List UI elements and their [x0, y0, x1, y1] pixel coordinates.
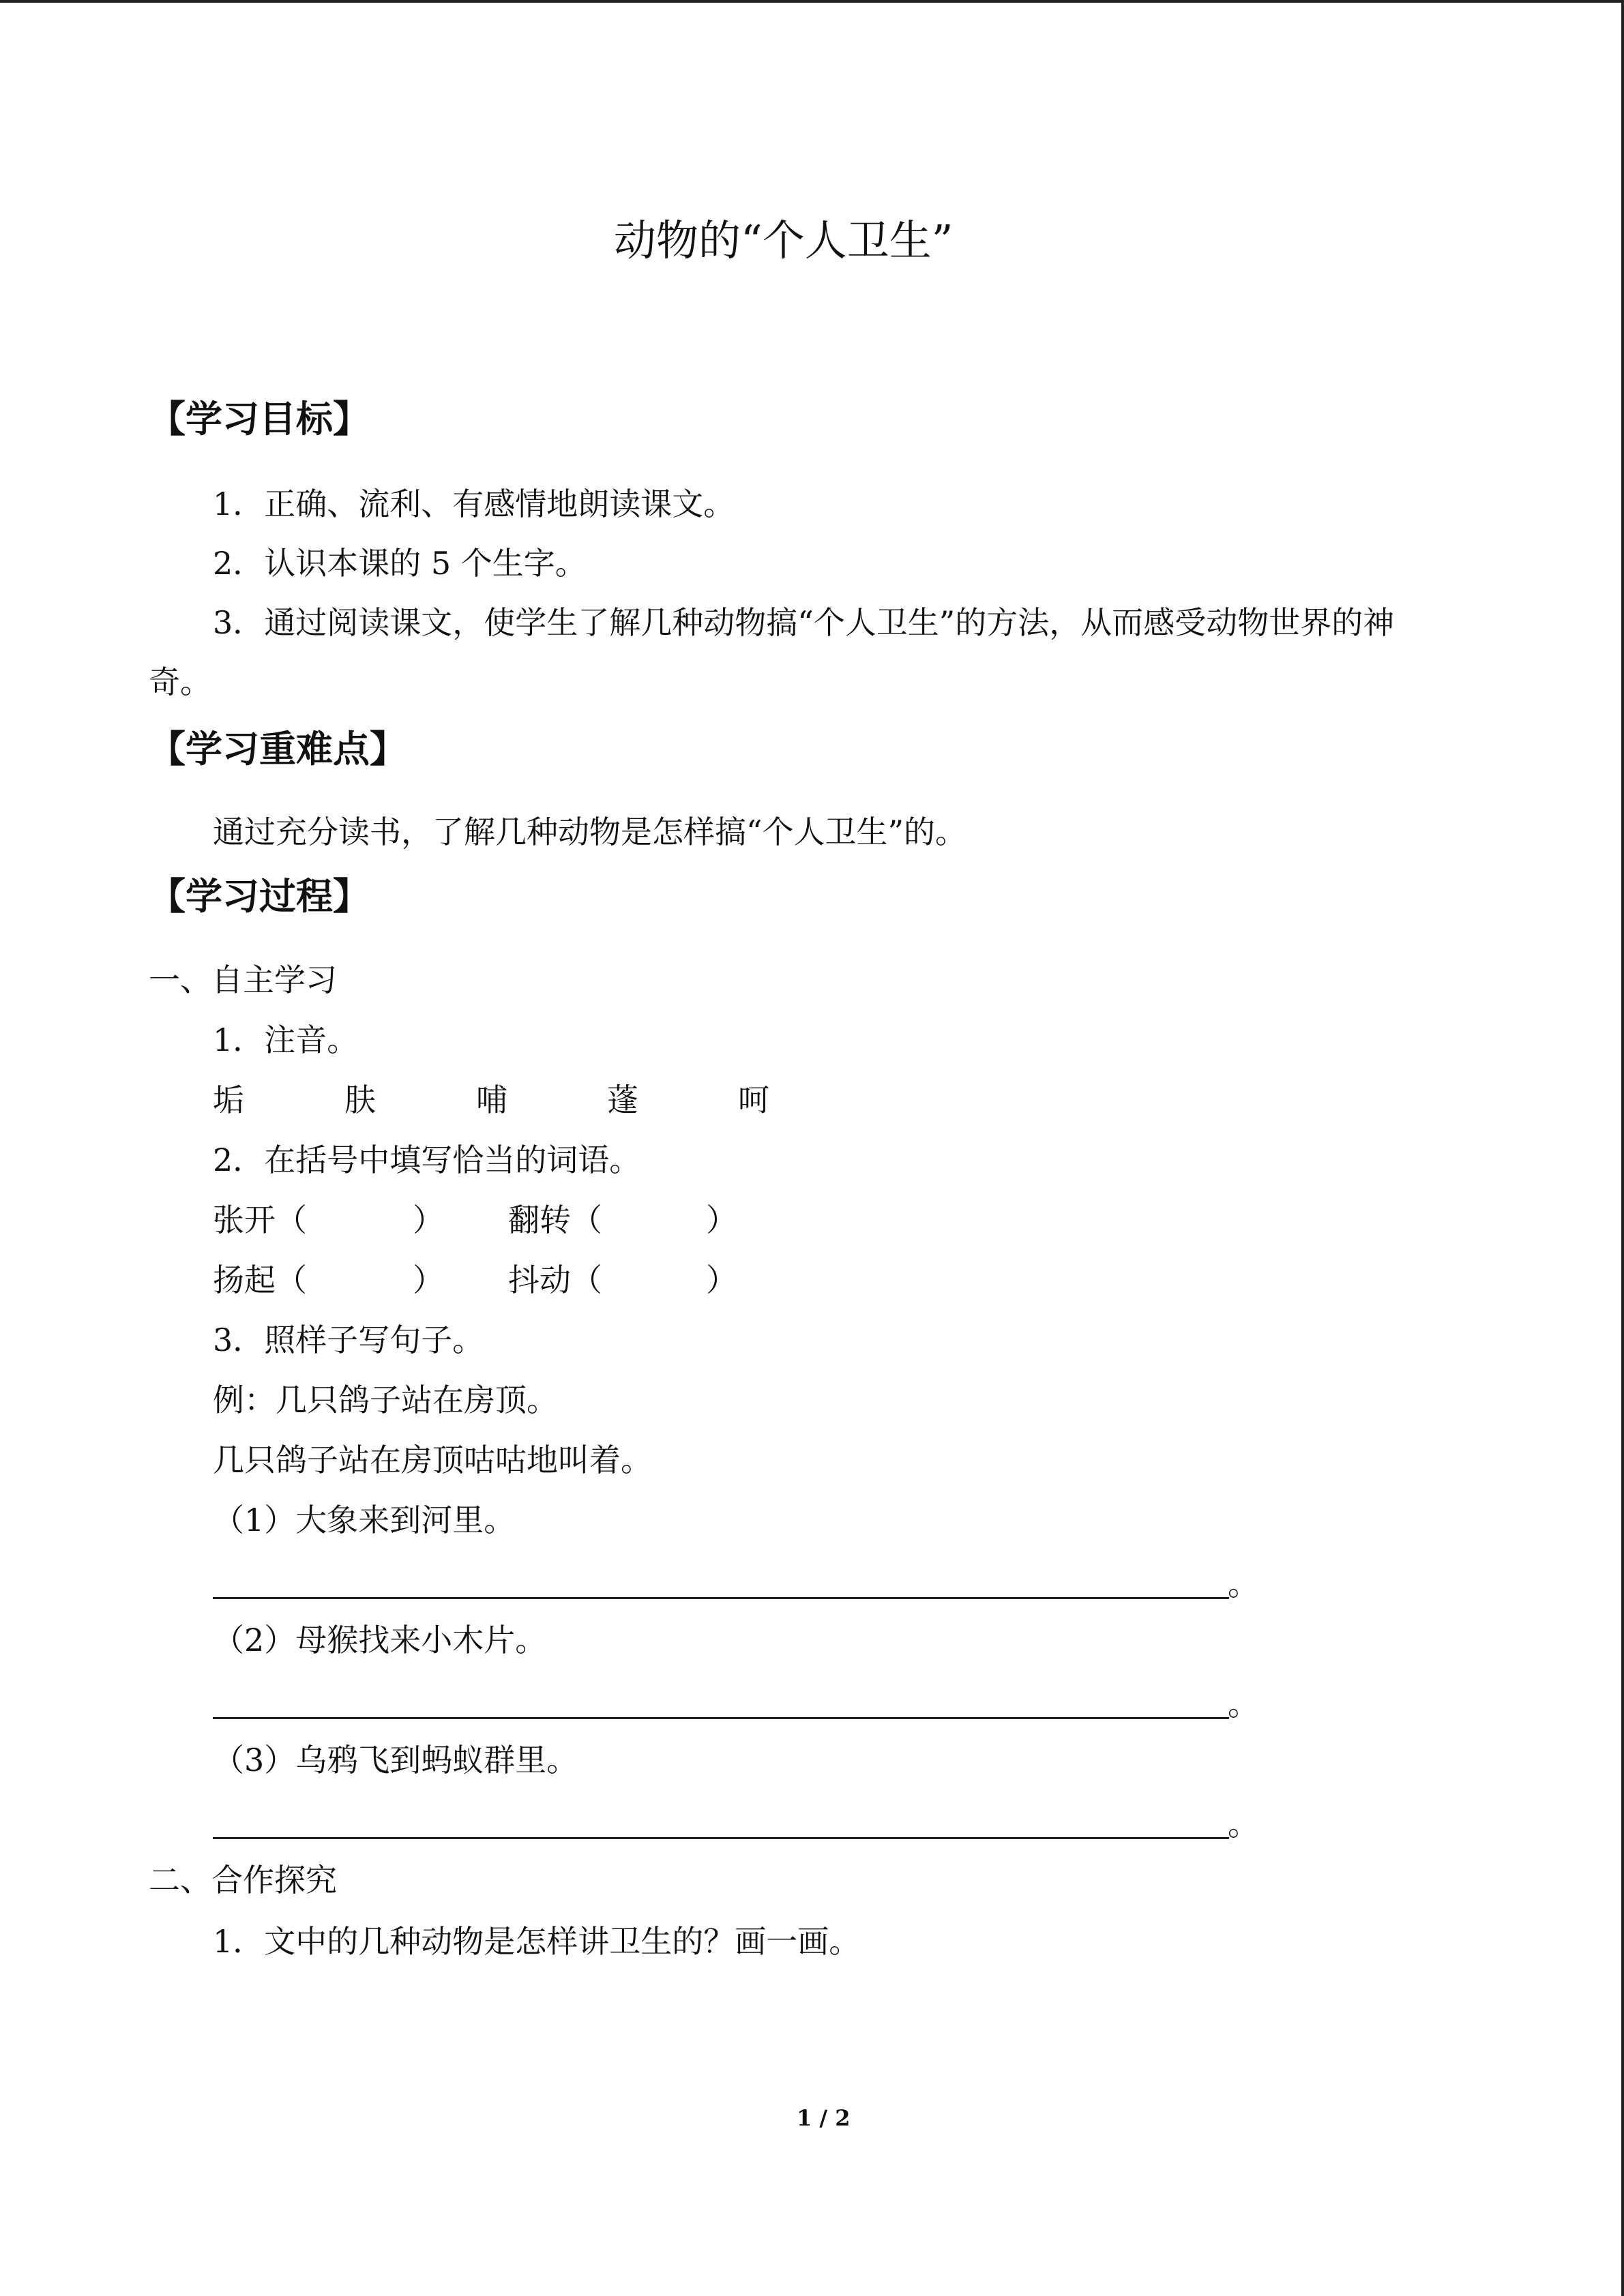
answer-line-2 — [213, 1717, 1229, 1719]
fill-1-open: 张开（ — [213, 1202, 307, 1238]
answer-period-2: 。 — [1228, 1686, 1259, 1723]
page-number: 1 / 2 — [797, 2105, 851, 2131]
process-heading: 【学习过程】 — [149, 875, 370, 918]
fill-4-open: 抖动（ — [508, 1262, 602, 1298]
sentence-3: （3）乌鸦飞到蚂蚁群里。 — [213, 1742, 578, 1778]
part1-q2: 2．在括号中填写恰当的词语。 — [213, 1142, 641, 1178]
goal-item-2: 2．认识本课的 5 个生字。 — [213, 545, 587, 582]
key-points-heading: 【学习重难点】 — [149, 728, 407, 771]
pinyin-char-3: 哺 — [476, 1082, 507, 1118]
part2-title: 二、合作探究 — [149, 1862, 337, 1898]
goals-heading: 【学习目标】 — [149, 398, 370, 441]
example-line-1: 例：几只鸽子站在房顶。 — [213, 1382, 558, 1418]
part1-q3: 3．照样子写句子。 — [213, 1322, 484, 1358]
sentence-1: （1）大象来到河里。 — [213, 1502, 516, 1538]
pinyin-char-5: 呵 — [738, 1082, 769, 1118]
goal-item-3-line1: 3．通过阅读课文，使学生了解几种动物搞“个人卫生”的方法，从而感受动物世界的神 — [213, 604, 1395, 641]
answer-period-1: 。 — [1228, 1566, 1259, 1602]
answer-period-3: 。 — [1228, 1806, 1259, 1843]
key-points-text: 通过充分读书，了解几种动物是怎样搞“个人卫生”的。 — [213, 814, 967, 850]
page-border-top — [0, 0, 1624, 3]
answer-line-3 — [213, 1837, 1229, 1839]
answer-line-1 — [213, 1597, 1229, 1599]
page-border-right — [1621, 0, 1624, 2296]
pinyin-char-2: 肤 — [344, 1082, 376, 1118]
fill-2-close: ） — [706, 1202, 737, 1238]
fill-4-close: ） — [706, 1262, 737, 1298]
part1-title: 一、自主学习 — [149, 961, 337, 998]
part2-q1: 1．文中的几种动物是怎样讲卫生的？画一画。 — [213, 1923, 861, 1960]
example-line-2: 几只鸽子站在房顶咕咕地叫着。 — [213, 1442, 652, 1478]
goal-item-3-line2: 奇。 — [149, 664, 211, 700]
pinyin-char-1: 垢 — [213, 1082, 244, 1118]
fill-2-open: 翻转（ — [508, 1202, 602, 1238]
pinyin-char-4: 蓬 — [607, 1082, 638, 1118]
page-title: 动物的“个人卫生” — [614, 215, 954, 265]
fill-1-close: ） — [413, 1202, 444, 1238]
part1-q1: 1．注音。 — [213, 1022, 359, 1058]
fill-3-open: 扬起（ — [213, 1262, 307, 1298]
sentence-2: （2）母猴找来小木片。 — [213, 1622, 547, 1658]
fill-3-close: ） — [413, 1262, 444, 1298]
goal-item-1: 1．正确、流利、有感情地朗读课文。 — [213, 486, 735, 522]
